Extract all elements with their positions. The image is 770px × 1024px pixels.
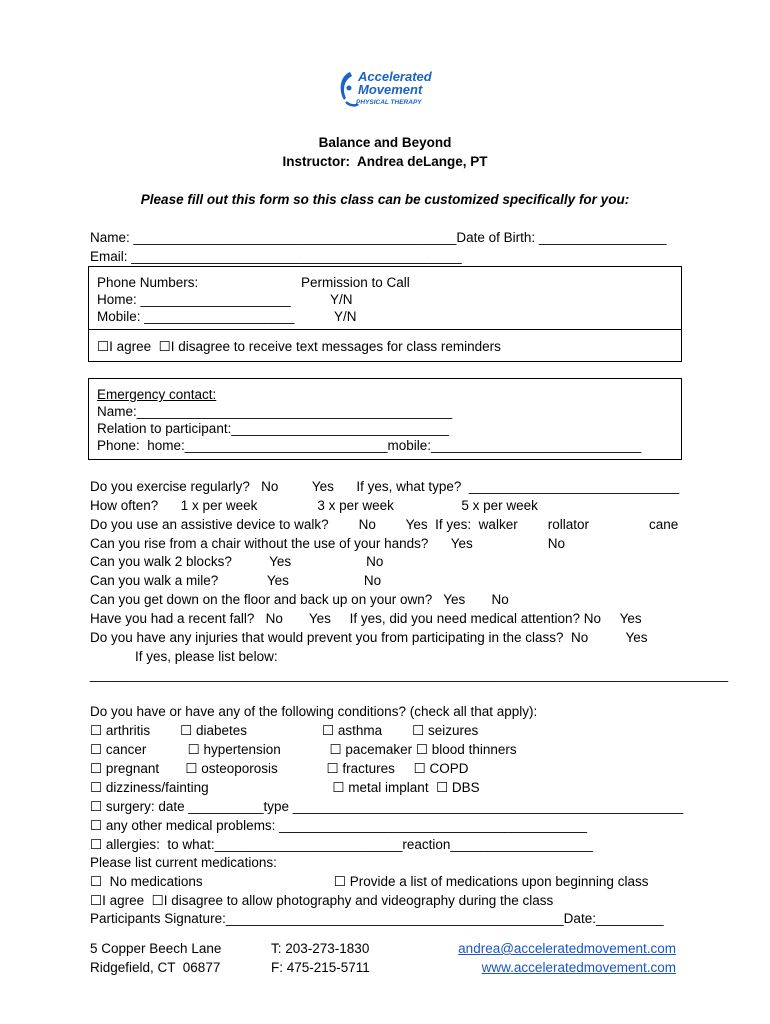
instructor-line: Instructor: Andrea deLange, PT [282, 154, 488, 169]
question-floor[interactable]: Can you get down on the floor and back up on your own? Yes No [90, 592, 509, 607]
mobile-phone-field[interactable]: Mobile: ____________________ [97, 309, 295, 324]
footer-phone: T: 203-273-1830 [271, 941, 370, 956]
mobile-permission-yn[interactable]: Y/N [334, 309, 357, 324]
conditions-heading: Do you have or have any of the following conditions? (check all that apply): [90, 704, 538, 719]
permission-label: Permission to Call [301, 275, 410, 290]
svg-text:PHYSICAL THERAPY: PHYSICAL THERAPY [356, 99, 422, 106]
question-injuries[interactable]: Do you have any injuries that would prevent you from participating in the class? No Yes [90, 630, 648, 645]
svg-text:Movement: Movement [358, 82, 423, 97]
question-walk-blocks[interactable]: Can you walk 2 blocks? Yes No [90, 554, 384, 569]
photo-consent-checkboxes[interactable]: ☐I agree ☐I disagree to allow photography and videography during the class [90, 893, 554, 908]
conditions-row-4[interactable]: ☐ dizziness/fainting ☐ metal implant ☐ DBS [90, 780, 480, 795]
phone-numbers-label: Phone Numbers: [97, 275, 199, 290]
footer-fax: F: 475-215-5711 [271, 960, 370, 975]
sms-consent-checkboxes[interactable]: ☐I agree ☐I disagree to receive text messages for class reminders [97, 339, 501, 354]
medications-options[interactable]: ☐ No medications ☐ Provide a list of medications upon beginning class [90, 874, 649, 889]
footer-email-link[interactable]: andrea@acceleratedmovement.com [458, 941, 676, 956]
form-title: Balance and Beyond [318, 135, 452, 150]
footer-website-link[interactable]: www.acceleratedmovement.com [481, 960, 676, 975]
svg-text:Accelerated: Accelerated [358, 69, 432, 84]
signature-field[interactable]: Participants Signature:_____________________________________________Date:_________ [90, 911, 664, 926]
injuries-list-label: If yes, please list below: [90, 649, 278, 664]
question-walk-mile[interactable]: Can you walk a mile? Yes No [90, 573, 382, 588]
company-logo [336, 66, 436, 110]
question-fall[interactable]: Have you had a recent fall? No Yes If yes, did you need medical attention? No Yes [90, 611, 642, 626]
footer-address-line1: 5 Copper Beech Lane [90, 941, 222, 956]
emergency-relation-field[interactable]: Relation to participant:_____________________________ [97, 421, 450, 436]
footer-address-line2: Ridgefield, CT 06877 [90, 960, 221, 975]
conditions-row-1[interactable]: ☐ arthritis ☐ diabetes ☐ asthma ☐ seizures [90, 723, 479, 738]
injuries-list-field[interactable]: _____________________________________________________________________________________ [90, 667, 729, 682]
home-phone-field[interactable]: Home: ____________________ [97, 292, 291, 307]
conditions-row-3[interactable]: ☐ pregnant ☐ osteoporosis ☐ fractures ☐ COPD [90, 761, 469, 776]
question-rise-chair[interactable]: Can you rise from a chair without the use of your hands? Yes No [90, 536, 565, 551]
other-problems-field[interactable]: ☐ any other medical problems: _________________________________________ [90, 818, 588, 833]
allergies-field[interactable]: ☐ allergies: to what:_________________________reaction___________________ [90, 837, 594, 852]
conditions-row-2[interactable]: ☐ cancer ☐ hypertension ☐ pacemaker ☐ blood thinners [90, 742, 517, 757]
question-exercise[interactable]: Do you exercise regularly? No Yes If yes, what type? ____________________________ [90, 479, 680, 494]
logo-graphic [336, 66, 436, 110]
email-field[interactable]: Email: ____________________________________________ [90, 249, 462, 264]
emergency-name-field[interactable]: Name:__________________________________________ [97, 404, 453, 419]
surgery-field[interactable]: ☐ surgery: date __________type ____________________________________________________ [90, 799, 684, 814]
question-assistive-device[interactable]: Do you use an assistive device to walk? No Yes If yes: walker rollator cane [90, 517, 679, 532]
emergency-heading: Emergency contact: [97, 387, 217, 402]
name-dob-field[interactable]: Name: ___________________________________________Date of Birth: _________________ [90, 230, 667, 245]
question-how-often[interactable]: How often? 1 x per week 3 x per week 5 x per week [90, 498, 538, 513]
phone-divider [89, 329, 681, 330]
form-instructions: Please fill out this form so this class can be customized specifically for you: [140, 192, 630, 207]
emergency-phone-field[interactable]: Phone: home:___________________________mobile:____________________________ [97, 438, 642, 453]
medications-label: Please list current medications: [90, 855, 277, 870]
home-permission-yn[interactable]: Y/N [330, 292, 353, 307]
